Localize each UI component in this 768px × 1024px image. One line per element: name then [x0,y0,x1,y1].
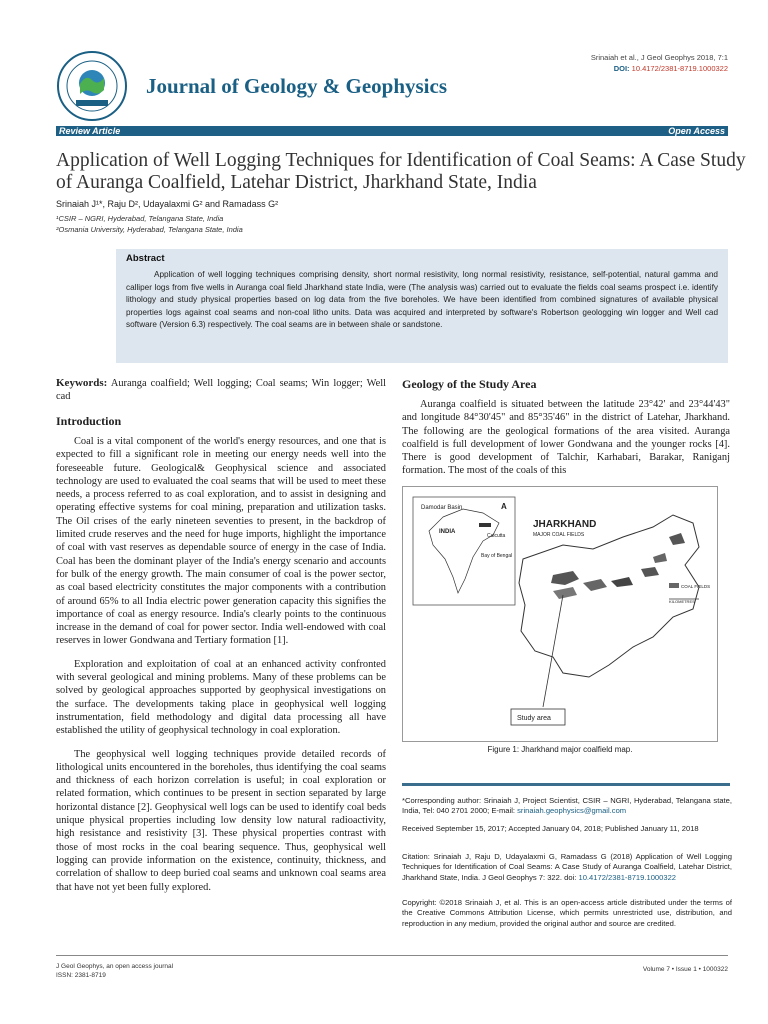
doi-label: DOI: [613,64,630,73]
inset-label-bay: Bay of Bengal [481,553,513,559]
doi-link[interactable]: 10.4172/2381-8719.1000322 [631,64,728,73]
footer-volume: Volume 7 • Issue 1 • 1000322 [642,966,728,973]
authors: Srinaiah J¹*, Raju D², Udayalaxmi G² and Ramadass G² [56,199,279,209]
affiliation-2: ²Osmania University, Hyderabad, Telangana State, India [56,225,243,234]
map-subtitle: MAJOR COAL FIELDS [533,532,585,538]
geology-paragraph: Auranga coalfield is situated between the latitude 23°42' and 23°44'43" and longitude 84°30'45" and 85°35'46" in the district of Latehar, Jharkhand. The following are the geological formations of the area visited. Auranga coalfield is full development of lower Gondwana and the younger rocks [4]. There is good development of Talchir, Karhabari, Barakar, Raniganj formation. The most of the coals of this [402,399,730,477]
map-title: JHARKHAND [533,519,597,530]
keywords-label: Keywords: [56,377,108,389]
footer-divider [56,955,728,956]
inset-label-damodar: Damodar Basin [421,505,463,511]
footer-journal-name: J Geol Geophys, an open access journal [56,963,174,970]
intro-body [56,435,386,904]
intro-paragraph: Exploration and exploitation of coal at an enhanced activity confronted with several geological and mining problems. Many of these problems can be solved by geological approaches supported by geophysical investigations on the surface. The developments taking place in geophysical well logging instrumentation, field methodology and digital data processing all have established the utility of geophysical technology in coal exploration. [56,658,386,737]
doi-line [591,63,728,74]
intro-paragraph: The geophysical well logging techniques provide detailed records of lithological units encountered in the boreholes, thus identifying the coal seams and thickness of each horizon correlation is useful; in coal exploration or related formation, which continues to be present in section separated by large horizontal distance [2]. Geophysical well logs can be used to identify coal beds unique physical properties including low density low natural radioactivity, high resistance and resistivity [3]. These physical properties contrast with those of most rocks in the coal bearing sequence. Thus, geophysical well logging can provide information on the existence, continuity, thickness, and correlation of shallow to deep buried coal seams and unknown coal seams area that have not yet been fully explored. [56,748,386,893]
corresponding-email[interactable]: srinaiah.geophysics@gmail.com [517,806,627,816]
corresponding-text: *Corresponding author: Srinaiah J, Project Scientist, CSIR – NGRI, Hyderabad, Telangana state, India, Tel: 040 2701 2000; E-mail: [402,796,732,816]
corresponding-author [402,796,732,817]
article-type-band [56,126,728,136]
copyright-block: Copyright: ©2018 Srinaiah J, et al. This is an open-access article distributed under the terms of the Creative Commons Attribution License, which permits unrestricted use, distribution, and reproduction in any medium, provided the original author and source are credited. [402,898,732,928]
geology-heading: Geology of the Study Area [402,377,537,391]
affiliation-1: ¹CSIR – NGRI, Hyderabad, Telangana State, India [56,214,224,223]
figure-caption: Figure 1: Jharkhand major coalfield map. [487,745,633,754]
open-access-label: Open Access [668,126,725,136]
article-type: Review Article [59,126,121,136]
intro-heading: Introduction [56,414,122,428]
citation-doi-link[interactable]: 10.4172/2381-8719.1000322 [578,872,677,882]
info-divider [402,783,730,786]
journal-title: Journal of Geology & Geophysics [146,74,448,98]
citation-line: Srinaiah et al., J Geol Geophys 2018, 7:1 [590,53,728,62]
abstract-text: Application of well logging techniques comprising density, short normal resistivity, long normal resistivity, resistance, self-potential, natural gamma and calliper logs from five wells in Auranga coal field Jharkhand state India, were (The analysis was) carried out to evaluate the fields coal seams prospect i.e. identify lithology and study physical properties based on log data from the five boreholes. We have been identified from combined signatures of available physical properties logs against coal seams and non-coal litho units. Data was acquired and interpreted by software's Robertson geologging win logger and Well cad software (Version 6.3) respectively. The coal seams are in between shale or sandstone. [126,270,718,330]
damodar-basin-mark [479,523,491,527]
intro-paragraph: Coal is a vital component of the world's energy resources, and one that is expected to fill a significant role in meeting our energy needs well into the foreseeable future. Geological& Geophysical science and associated technology are used to evaluated the coal seams that will be used to meet these needs, a process referred to as coal exploration, and to assist in designing and operating effective systems for coal mining, preparation and utilization tasks. The Oil crises of the early nineteen seventies to present, in the backdrop of limited crude reserves and the need for huge imports, highlight the importance of coal with vast reserves as dependable source of energy in the case of India. Coal has been the dominant player of the India's energy scenario and accounts for bulk of the energy growth. The main consumer of coal is the power sector, as coal based electricity constitutes the major components with a contribution of around 65% to all India electric power generation capacity this signifies the importance of coal as energy resource. India's clearly points to the continuous increase in the demand of coal for power sector. India well-endowed with coal reserves in lower Gondwana and Tertiary formation [1]. [56,436,386,647]
citation-header [591,52,728,74]
citation-block [402,852,732,883]
inset-label-india: INDIA [439,529,456,535]
inset-label-a: A [501,502,507,511]
geology-body [402,398,730,478]
figure-1-map [402,486,718,742]
keywords [56,377,386,403]
study-area-label: Study area [517,715,551,722]
footer-issn: ISSN: 2381-8719 [56,972,106,979]
abstract-box [116,249,728,363]
journal-logo [56,50,128,122]
received-dates: Received September 15, 2017; Accepted January 04, 2018; Published January 11, 2018 [402,824,699,833]
keywords-text: Auranga coalfield; Well logging; Coal seams; Win logger; Well cad [56,378,386,402]
paper-title: Application of Well Logging Techniques for Identification of Coal Seams: A Case Study of Auranga Coalfield, Latehar District, Jharkhand State, India [56,150,746,193]
abstract-heading: Abstract [126,253,165,264]
legend-swatch [669,583,679,588]
footer-journal [56,962,173,980]
scale-label: KILOMETRES [669,599,695,604]
legend-label: COAL FIELDS [681,584,711,589]
inset-label-calcutta: Calcutta [487,533,506,539]
citation-text: Citation: Srinaiah J, Raju D, Udayalaxmi G, Ramadass G (2018) Application of Well Logging Techniques for Identification of Coal Seams: A Case Study of Auranga Coalfield, Latehar District, Jharkhand State, India. J Geol Geophys 7: 322. doi: [402,852,732,882]
